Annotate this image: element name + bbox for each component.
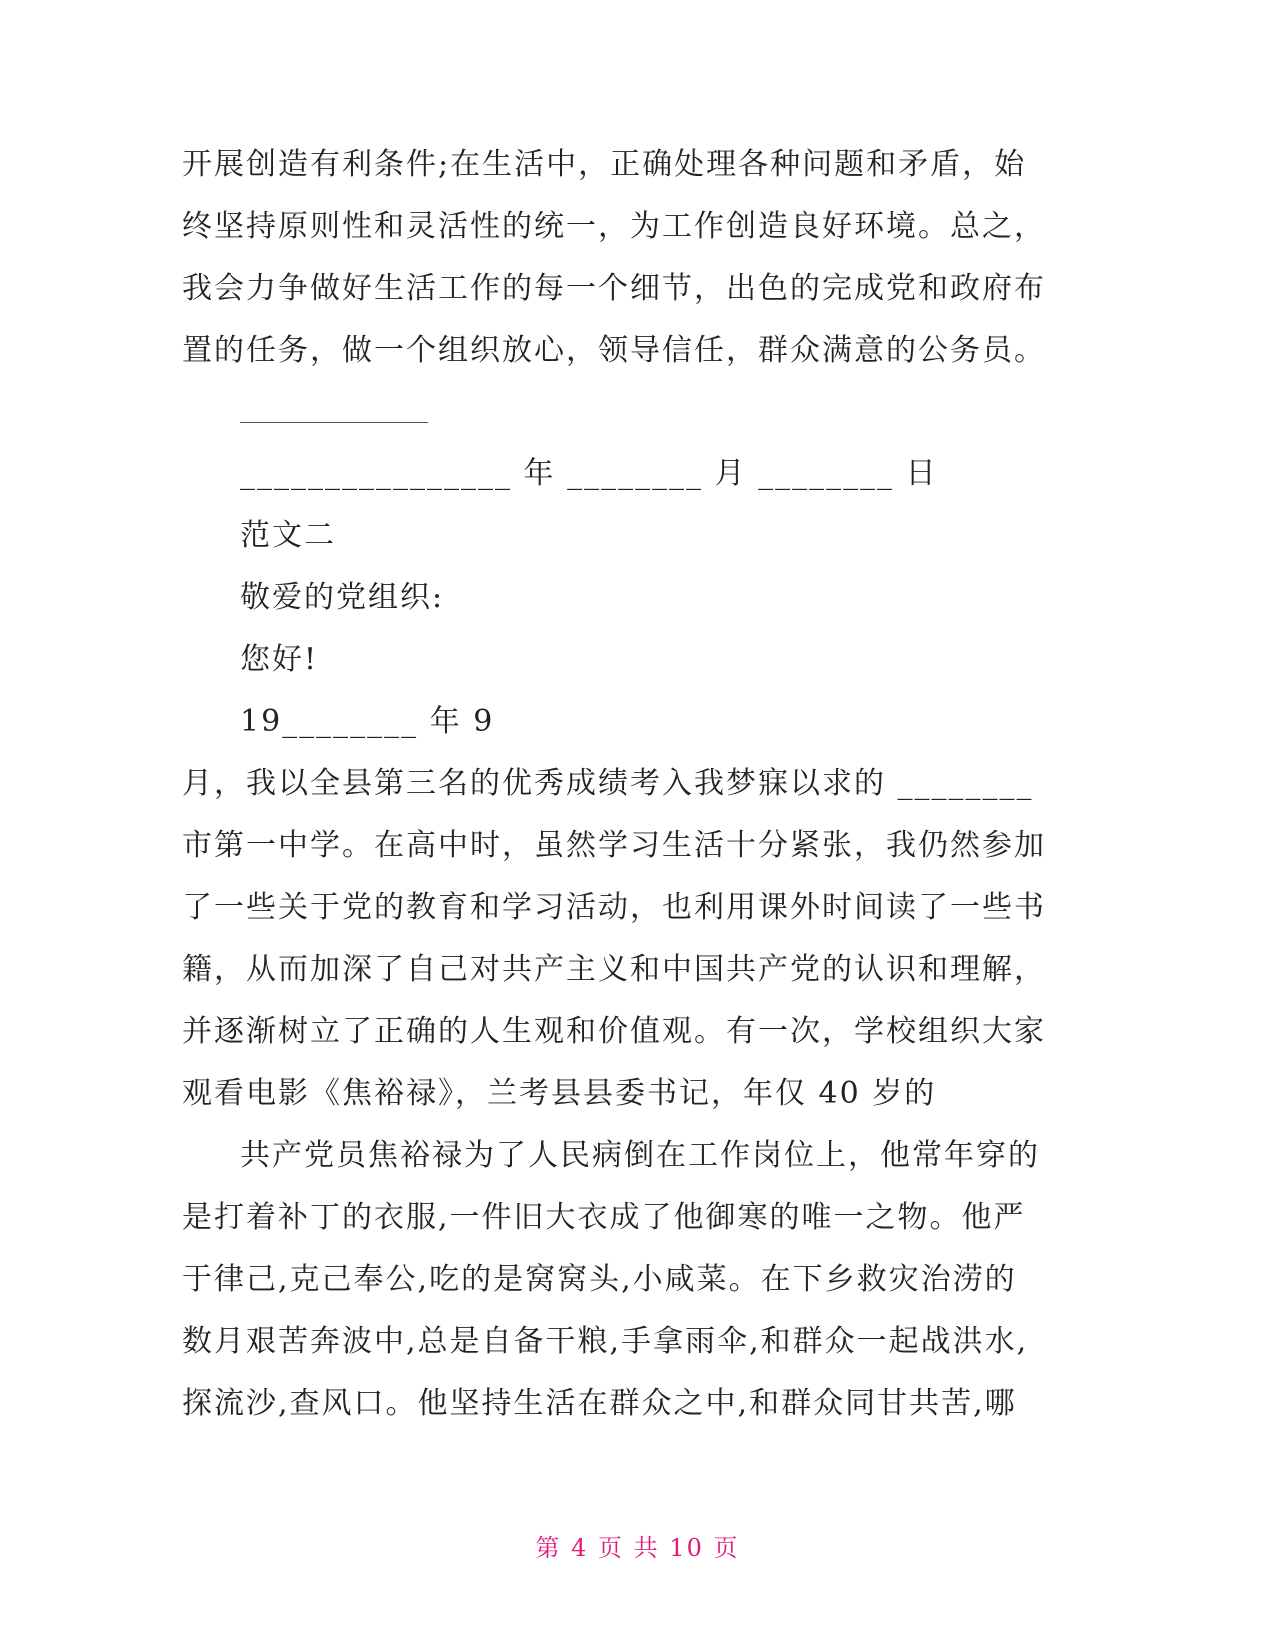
paragraph-line: 数月艰苦奔波中,总是自备干粮,手拿雨伞,和群众一起战洪水, <box>182 1324 1029 1359</box>
page-number-footer: 第 4 页 共 10 页 <box>535 1534 740 1562</box>
paragraph-line: 市第一中学。在高中时，虽然学习生活十分紧张，我仍然参加 <box>182 828 1046 863</box>
paragraph-line: 并逐渐树立了正确的人生观和价值观。有一次，学校组织大家 <box>182 1014 1046 1049</box>
paragraph-line: 探流沙,查风口。他坚持生活在群众之中,和群众同甘共苦,哪 <box>182 1386 1017 1421</box>
section-heading: 范文二 <box>240 518 336 553</box>
paragraph-line: 共产党员焦裕禄为了人民病倒在工作岗位上，他常年穿的 <box>240 1138 1040 1173</box>
salutation: 敬爱的党组织: <box>240 580 445 615</box>
greeting: 您好! <box>240 642 319 677</box>
paragraph-line: 籍，从而加深了自己对共产主义和中国共产党的认识和理解， <box>182 952 1046 987</box>
paragraph-line: 置的任务，做一个组织放心，领导信任，群众满意的公务员。 <box>182 333 1046 368</box>
signature-blank <box>240 422 428 423</box>
date-line: ________________ 年 ________ 月 ________ 日 <box>240 456 938 491</box>
paragraph-line: 观看电影《焦裕禄》，兰考县县委书记，年仅 40 岁的 <box>182 1076 937 1111</box>
year-line: 19________ 年 9 <box>240 704 495 739</box>
paragraph-line: 我会力争做好生活工作的每一个细节，出色的完成党和政府布 <box>182 271 1046 306</box>
paragraph-line: 于律己,克己奉公,吃的是窝窝头,小咸菜。在下乡救灾治涝的 <box>182 1262 1017 1297</box>
paragraph-line: 终坚持原则性和灵活性的统一，为工作创造良好环境。总之， <box>182 209 1046 244</box>
paragraph-line: 是打着补丁的衣服,一件旧大衣成了他御寒的唯一之物。他严 <box>182 1200 1026 1235</box>
paragraph-line: 月，我以全县第三名的优秀成绩考入我梦寐以求的 ________ <box>182 766 1034 801</box>
paragraph-line: 开展创造有利条件;在生活中，正确处理各种问题和矛盾，始 <box>182 147 1027 182</box>
paragraph-line: 了一些关于党的教育和学习活动，也利用课外时间读了一些书 <box>182 890 1046 925</box>
